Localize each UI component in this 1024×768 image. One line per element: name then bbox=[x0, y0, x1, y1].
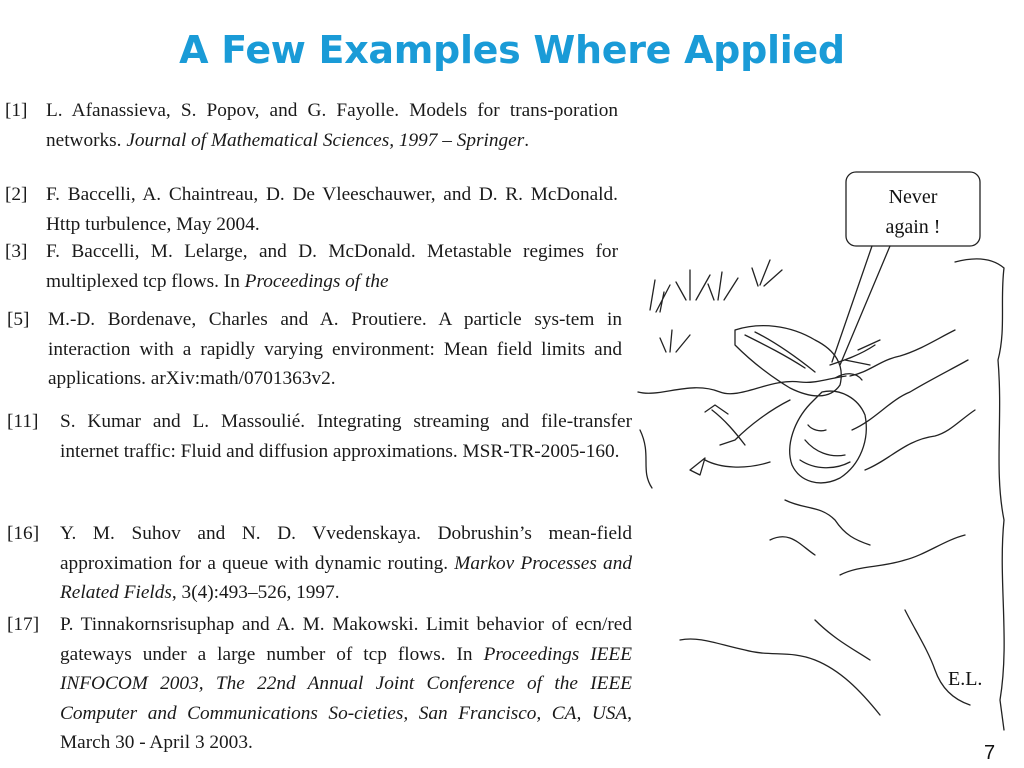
reference-17 bbox=[7, 610, 632, 758]
reference-text-run: P. Tinnakornsrisuphap and A. M. Makowski. Limit behavior of ecn/red gateways under a large number of tcp flows. In bbox=[60, 614, 632, 665]
reference-3 bbox=[5, 237, 618, 296]
reference-number: [5] bbox=[7, 309, 30, 330]
reference-text bbox=[60, 610, 632, 758]
reference-number: [3] bbox=[5, 241, 28, 262]
reference-italic-text: Markov Processes and Related Fields bbox=[60, 552, 632, 603]
cliff-lines bbox=[638, 259, 1004, 730]
grass-tufts bbox=[650, 260, 782, 352]
reference-text-run: , 3(4):493–526, 1997. bbox=[171, 582, 340, 603]
slide-title: A Few Examples Where Applied bbox=[179, 28, 845, 72]
fallen-figure bbox=[690, 326, 880, 483]
speech-bubble-text bbox=[846, 182, 980, 242]
reference-text-run: F. Baccelli, A. Chaintreau, D. De Vleeschauwer, and D. R. McDonald. Http turbulence, May 2004. bbox=[46, 184, 618, 235]
artist-signature: E.L. bbox=[948, 668, 983, 690]
reference-2 bbox=[5, 180, 618, 239]
reference-5 bbox=[7, 305, 622, 394]
reference-number: [16] bbox=[7, 523, 40, 544]
speech-line-1: Never bbox=[888, 186, 938, 208]
reference-text bbox=[46, 180, 618, 239]
reference-1 bbox=[5, 96, 618, 155]
reference-text bbox=[60, 519, 632, 608]
reference-text-run: M.-D. Bordenave, Charles and A. Proutiere. A particle sys-tem in interaction with a rapidly varying environment: Mean field limits and applications. arXiv:math/0701363v2. bbox=[48, 309, 622, 389]
reference-text-run: Y. M. Suhov and N. D. Vvedenskaya. Dobrushin’s mean-field approximation for a queue with dynamic routing. bbox=[60, 523, 632, 574]
reference-text-run: F. Baccelli, M. Lelarge, and D. McDonald. Metastable regimes for multiplexed tcp flows. In bbox=[46, 241, 618, 292]
reference-text-run: L. Afanassieva, S. Popov, and G. Fayolle. Models for trans-poration networks. bbox=[46, 100, 618, 151]
reference-number: [2] bbox=[5, 184, 28, 205]
reference-16 bbox=[7, 519, 632, 608]
reference-text-run: S. Kumar and L. Massoulié. Integrating streaming and file-transfer internet traffic: Fluid and diffusion approximations. MSR-TR-2005-160. bbox=[60, 411, 632, 462]
reference-number: [1] bbox=[5, 100, 28, 121]
reference-text bbox=[46, 237, 618, 296]
reference-number: [17] bbox=[7, 614, 40, 635]
reference-11 bbox=[7, 407, 632, 466]
reference-text bbox=[60, 407, 632, 466]
reference-text-run: , March 30 - April 3 2003. bbox=[60, 702, 632, 753]
reference-number: [11] bbox=[7, 411, 39, 432]
speech-line-2: again ! bbox=[885, 216, 941, 238]
reference-text-run: . bbox=[524, 129, 530, 151]
reference-text bbox=[48, 305, 622, 394]
reference-italic-text: Proceedings of the bbox=[244, 270, 389, 292]
page-number: 7 bbox=[984, 742, 996, 764]
reference-italic-text: Journal of Mathematical Sciences, 1997 – Springer bbox=[126, 129, 525, 151]
reference-italic-text: Proceedings IEEE INFOCOM 2003, The 22nd Annual Joint Conference of the IEEE Computer and Communications So-cieties, San Francisco, CA, USA bbox=[60, 643, 632, 724]
reference-text bbox=[46, 96, 618, 155]
